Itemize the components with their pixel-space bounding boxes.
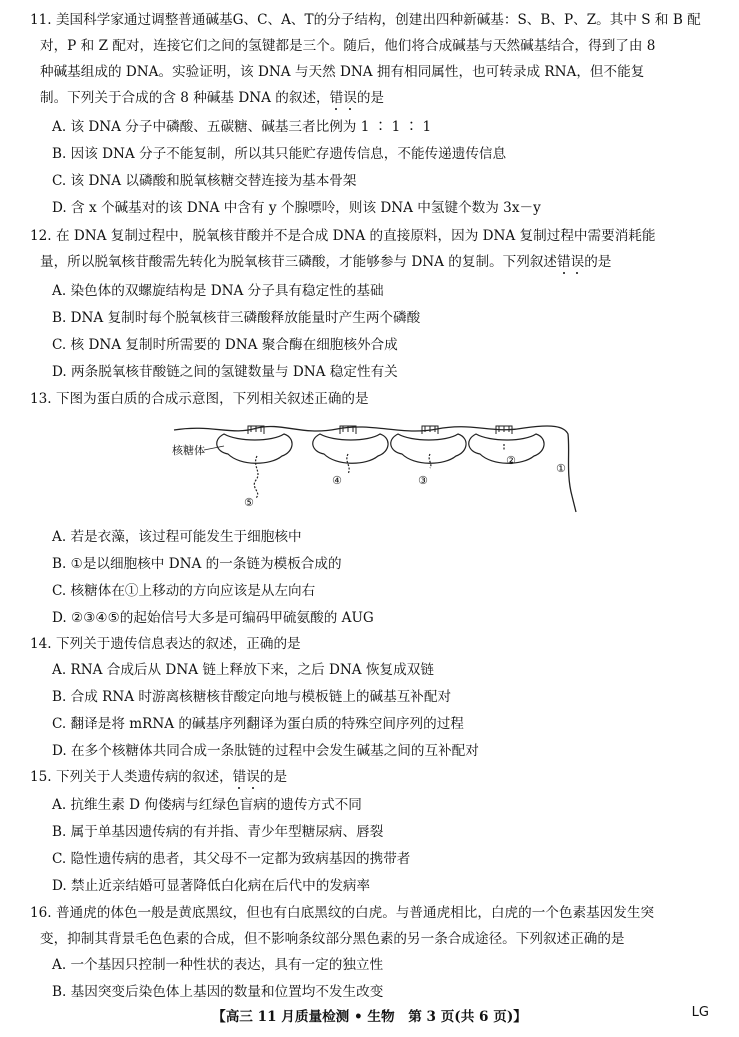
stem-text: 15. 下列关于人类遗传病的叙述， — [30, 769, 233, 785]
question-13-option-a: A. 若是衣藻，该过程可能发生于细胞核中 — [52, 529, 302, 545]
protein-synthesis-diagram — [172, 422, 588, 518]
question-14-option-d: D. 在多个核糖体共同合成一条肽链的过程中会发生碱基之间的互补配对 — [52, 743, 479, 759]
ribosome-1 — [217, 434, 292, 463]
stem-text: 的是 — [584, 254, 612, 270]
question-13-option-c: C. 核糖体在①上移动的方向应该是从左向右 — [52, 583, 316, 599]
question-15-option-c: C. 隐性遗传病的患者，其父母不一定都为致病基因的携带者 — [52, 851, 411, 867]
question-14-stem: 14. 下列关于遗传信息表达的叙述，正确的是 — [30, 636, 301, 652]
question-11-option-b: B. 因该 DNA 分子不能复制，所以其只能贮存遗传信息，不能传递遗传信息 — [52, 146, 507, 162]
question-12-option-d: D. 两条脱氧核苷酸链之间的氢键数量与 DNA 稳定性有关 — [52, 364, 398, 380]
stem-text: 的是 — [259, 769, 288, 785]
emphasis-char: 误 — [343, 90, 357, 106]
question-15-option-d: D. 禁止近亲结婚可显著降低白化病在后代中的发病率 — [52, 878, 371, 894]
question-12-option-c: C. 核 DNA 复制时所需要的 DNA 聚合酶在细胞核外合成 — [52, 337, 398, 353]
question-12-stem-line-1: 12. 在 DNA 复制过程中，脱氧核苷酸并不是合成 DNA 的直接原料，因为 DNA 复制过程中需要消耗能 — [30, 228, 656, 244]
footer-title: 【高三 11 月质量检测 • 生物 第 3 页(共 6 页)】 — [212, 1009, 527, 1025]
marker-5: ⑤ — [244, 496, 254, 509]
question-16-stem-line-2: 变，抑制其背景毛色色素的合成，但不影响条纹部分黑色素的另一条合成途径。下列叙述正确的是 — [40, 931, 625, 947]
question-15-option-b: B. 属于单基因遗传病的有并指、青少年型糖尿病、唇裂 — [52, 824, 384, 840]
question-11-stem-line-1: 11. 美国科学家通过调整普通碱基G、C、A、T的分子结构，创建出四种新碱基：S、B、P、Z。其中 S 和 B 配 — [30, 12, 701, 28]
question-14-option-a: A. RNA 合成后从 DNA 链上释放下来，之后 DNA 恢复成双链 — [52, 662, 434, 678]
question-13-option-b: B. ①是以细胞核中 DNA 的一条链为模板合成的 — [52, 556, 342, 572]
question-12-stem-line-2 — [40, 252, 611, 272]
stem-text: 的是 — [356, 90, 385, 106]
ribosome-label: 核糖体 — [172, 444, 205, 457]
marker-4: ④ — [332, 474, 342, 487]
question-11-stem-line-2: 对，P 和 Z 配对，连接它们之间的氢键都是三个。随后，他们将合成碱基与天然碱基结合，得到了由 8 — [40, 38, 656, 54]
emphasis-char: 误 — [570, 254, 585, 270]
question-14-option-b: B. 合成 RNA 时游离核糖核苷酸定向地与模板链上的碱基互补配对 — [52, 689, 452, 705]
question-14-option-c: C. 翻译是将 mRNA 的碱基序列翻译为蛋白质的特殊空间序列的过程 — [52, 716, 464, 732]
question-12-option-a: A. 染色体的双螺旋结构是 DNA 分子具有稳定性的基础 — [52, 283, 384, 299]
emphasis-char: 错 — [557, 254, 571, 270]
marker-1: ① — [556, 462, 566, 475]
question-13-stem: 13. 下图为蛋白质的合成示意图，下列相关叙述正确的是 — [30, 391, 369, 407]
question-11-option-c: C. 该 DNA 以磷酸和脱氧核糖交替连接为基本骨架 — [52, 173, 357, 189]
ribosome-2 — [313, 434, 388, 463]
question-11-option-d: D. 含 x 个碱基对的该 DNA 中含有 y 个腺嘌呤，则该 DNA 中氢键个数为 3x－y — [52, 200, 541, 216]
question-16-stem-line-1: 16. 普通虎的体色一般是黄底黑纹，但也有白底黑纹的白虎。与普通虎相比，白虎的一个色素基因发生突 — [30, 905, 655, 921]
emphasis-char: 错 — [232, 769, 247, 785]
question-15-option-a: A. 抗维生素 D 佝偻病与红绿色盲病的遗传方式不同 — [52, 797, 362, 813]
question-11-stem-line-4 — [40, 88, 384, 108]
question-15-stem — [30, 767, 287, 787]
stem-text: 量，所以脱氧核苷酸需先转化为脱氧核苷三磷酸，才能够参与 DNA 的复制。下列叙述 — [40, 254, 558, 270]
question-12-option-b: B. DNA 复制时每个脱氧核苷三磷酸释放能量时产生两个磷酸 — [52, 310, 421, 326]
stem-text: 制。下列关于合成的含 8 种碱基 DNA 的叙述， — [40, 90, 330, 106]
footer-code: LG — [691, 1005, 709, 1020]
page-footer — [0, 1005, 739, 1027]
ribosome-3 — [391, 434, 466, 463]
emphasis-char: 误 — [246, 769, 260, 785]
question-13-option-d: D. ②③④⑤的起始信号大多是可编码甲硫氨酸的 AUG — [52, 610, 374, 626]
question-16-option-b: B. 基因突变后染色体上基因的数量和位置均不发生改变 — [52, 984, 384, 1000]
marker-2: ② — [506, 454, 516, 467]
question-11-stem-line-3: 种碱基组成的 DNA。实验证明，该 DNA 与天然 DNA 拥有相同属性，也可转录成 RNA，但不能复 — [40, 64, 645, 80]
emphasis-char: 错 — [329, 90, 344, 106]
marker-3: ③ — [418, 474, 428, 487]
question-11-option-a: A. 该 DNA 分子中磷酸、五碳糖、碱基三者比例为 1 ∶ 1 ∶ 1 — [52, 119, 432, 135]
question-16-option-a: A. 一个基因只控制一种性状的表达，具有一定的独立性 — [52, 957, 384, 973]
